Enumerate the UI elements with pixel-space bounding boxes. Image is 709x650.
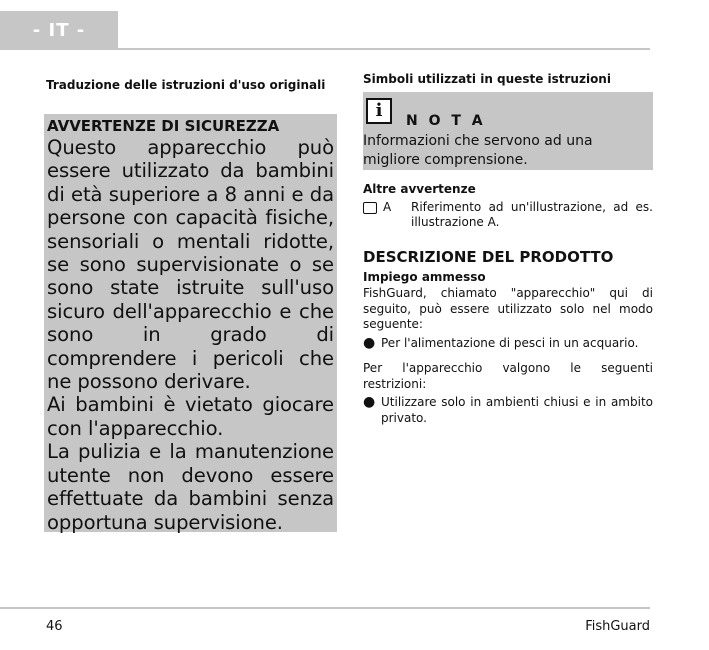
left-column: [46, 78, 338, 92]
bullet-icon: ●: [363, 394, 376, 410]
other-warnings-title: Altre avvertenze: [363, 182, 476, 196]
restrictions-text: Per l'apparecchio valgono le seguenti restrizioni:: [363, 361, 653, 391]
safety-warning-paragraph: La pulizia e la manutenzione utente non devono essere effettuate da bambini senza opportuna supervisione.: [47, 440, 334, 534]
list-item-text: Utilizzare solo in ambienti chiusi e in ambito privato.: [381, 395, 653, 425]
right-column: [363, 72, 653, 426]
intended-use-title: Impiego ammesso: [363, 270, 486, 284]
note-box: [363, 92, 653, 170]
intended-use-text: FishGuard, chiamato "apparecchio" qui di seguito, può essere utilizzato solo nel modo seguente:: [363, 286, 653, 331]
product-description-title: DESCRIZIONE DEL PRODOTTO: [363, 248, 614, 266]
bullet-icon: ●: [363, 334, 376, 351]
footer-rule: [0, 607, 650, 609]
note-text: Informazioni che servono ad una migliore comprensione.: [363, 133, 593, 168]
info-icon: i: [366, 98, 392, 124]
page-number: 46: [46, 619, 63, 634]
list-item: [363, 395, 653, 426]
note-label: N O T A: [406, 113, 486, 129]
document-subtitle: Traduzione delle istruzioni d'uso originali: [46, 78, 326, 92]
safety-warning-box: [44, 114, 337, 532]
list-item: [363, 336, 653, 352]
safety-warning-paragraph: Ai bambini è vietato giocare con l'apparecchio.: [47, 393, 334, 440]
header-rule: [118, 48, 650, 50]
illustration-reference-symbol: [363, 200, 411, 230]
other-warning-row: [363, 200, 653, 230]
footer-product-name: FishGuard: [585, 619, 650, 634]
safety-warning-paragraph: Questo apparecchio può essere utilizzato da bambini di età superiore a 8 anni e da persone con capacità fisiche, sensoriali o mentali ridotte, se sono supervisionate o se sono state istruite sull'uso sicuro dell'apparecchio e che sono in grado di comprendere i pericoli che ne possono derivare.: [47, 136, 334, 394]
symbols-section-title: Simboli utilizzati in queste istruzioni: [363, 72, 611, 86]
illustration-letter: A: [383, 200, 392, 214]
list-item-text: Per l'alimentazione di pesci in un acquario.: [381, 335, 639, 350]
safety-warning-title: AVVERTENZE DI SICUREZZA: [47, 117, 280, 135]
other-warning-text: Riferimento ad un'illustrazione, ad es. illustrazione A.: [411, 200, 653, 229]
language-tab: - IT -: [0, 11, 118, 50]
illustration-box-icon: [363, 202, 377, 214]
